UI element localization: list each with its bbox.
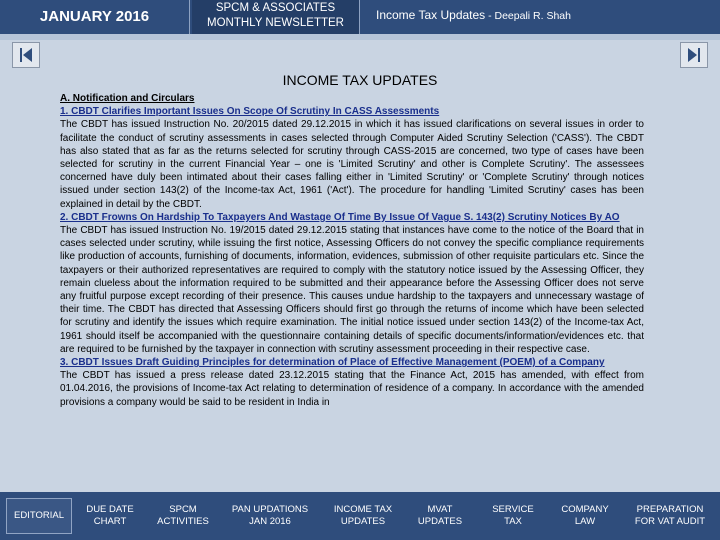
nav-mvat-updates[interactable] — [406, 496, 474, 536]
nav-label-line-1: DUE DATE — [86, 504, 134, 515]
item-1-heading-link[interactable]: 1. CBDT Clarifies Important Issues On Scope Of Scrutiny In CASS Assessments — [60, 106, 440, 118]
nav-label-line-2: CHART — [93, 516, 127, 527]
nav-due-date-chart[interactable] — [78, 496, 142, 536]
nav-label-line-2: TAX — [504, 516, 522, 527]
nav-label-line-2: ACTIVITIES — [157, 516, 209, 527]
newsletter-title — [192, 0, 360, 34]
arrow-left-icon — [19, 47, 33, 63]
nav-label-line-1: MVAT — [427, 504, 453, 515]
nav-service-tax[interactable] — [480, 496, 546, 536]
nav-label-line-2: FOR VAT AUDIT — [634, 516, 706, 527]
nav-income-tax-updates[interactable] — [326, 496, 400, 536]
page-title: INCOME TAX UPDATES — [282, 72, 438, 88]
item-1-body: The CBDT has issued Instruction No. 20/2015 dated 29.12.2015 in which it has issued clarifications on several issues in order to facilitate the conduct of scrutiny assessments in cases selected through Computer Aided Scrutiny Selection ('CASS'). The CBDT has also stated that as far as the returns selected for scrutiny through CASS-2015 are concerned, two type of cases have been selected for scrutiny in the current Financial Year – one is 'Limited Scrutiny' and other is Complete Scrutiny'. The assessees concerned have duly been intimated about their cases falling either in 'Limited Scrutiny' or 'Complete Scrutiny' through notices issued under section 143(2) of the Income-tax Act, 1961 ('Act'). The procedure for handling 'Limited Scrutiny' cases has been explained in detail by the CBDT. — [60, 119, 644, 210]
nav-label-line-2: UPDATES — [417, 516, 463, 527]
item-3-heading-link[interactable]: 3. CBDT Issues Draft Guiding Principles for determination of Place of Effective Management (POEM) of a Company — [60, 357, 605, 369]
header-divider — [0, 34, 720, 40]
nav-label-line-2: LAW — [574, 516, 596, 527]
nav-preparation-for-vat-audit[interactable] — [624, 496, 716, 536]
nav-pan-updations[interactable] — [226, 496, 314, 536]
item-2-body: The CBDT has issued Instruction No. 19/2015 dated 29.12.2015 stating that instances have come to the notice of the Board that in cases selected under scrutiny, while issuing the first notice, Assessing Officers do not convey the specific compliance requirements like production of accounts, furnishing of documents, information, evidences, submission of other requisite particulars etc. Since the taxpayers or their authorized representatives are required to comply with the statutory notice issued by the Assessing Officer, they remain clueless about the information required to be submitted and their appearance before the Assessing Officer does not serve any fruitful purpose except recording of their presence. This causes undue hardship to the taxpayers and unnecessary wastage of their time. The CBDT has directed that Assessing Officers should first go through the returns of income which have been selected for scrutiny and identify the issues which require examination. The initial notice issued under section 143(2) of the Income-tax Act, 1961 should itself be accompanied with the questionnaire containing details of specific documents/information/evidences etc. that are required to be furnished by the taxpayer in connection with scrutiny assessment proceeding in their respective case. — [60, 225, 644, 355]
newsletter-line-2: MONTHLY NEWSLETTER — [207, 17, 344, 29]
prev-page-button[interactable] — [12, 42, 40, 68]
issue-month: JANUARY 2016 — [0, 0, 190, 34]
section-header — [376, 0, 571, 34]
arrow-right-icon — [687, 47, 701, 63]
nav-editorial[interactable] — [6, 498, 72, 534]
nav-label-line-1: INCOME TAX — [333, 504, 393, 515]
next-page-button[interactable] — [680, 42, 708, 68]
nav-label-line-1: PAN UPDATIONS — [231, 504, 309, 515]
section-title: Income Tax Updates — [376, 8, 486, 22]
nav-label-line-1: SPCM — [169, 504, 197, 515]
nav-label-line-1: PREPARATION — [636, 504, 704, 515]
item-3-body: The CBDT has issued a press release dated 23.12.2015 stating that the Finance Act, 2015 has amended, with effect from 01.04.2016, the provisions of Income-tax Act relating to determination of residence of a company. In accordance with the amended provisions a company would be said to be resident in India in — [60, 370, 644, 408]
page-content — [0, 66, 720, 490]
nav-label-line-1: SERVICE — [492, 504, 534, 515]
header-bar — [0, 0, 720, 34]
newsletter-line-1: SPCM & ASSOCIATES — [215, 2, 336, 14]
nav-company-law[interactable] — [552, 496, 618, 536]
article-body — [60, 92, 644, 409]
nav-editorial-label: EDITORIAL — [14, 510, 64, 521]
nav-label-line-2: JAN 2016 — [249, 516, 291, 527]
author-name: - Deepali R. Shah — [485, 10, 571, 22]
item-2-heading-link[interactable]: 2. CBDT Frowns On Hardship To Taxpayers And Wastage Of Time By Issue Of Vague S. 143(2) Scrutiny Notices By AO — [60, 211, 620, 223]
bottom-navigation — [0, 492, 720, 540]
nav-spcm-activities[interactable] — [150, 496, 216, 536]
nav-label-line-2: UPDATES — [340, 516, 386, 527]
nav-label-line-1: COMPANY — [561, 504, 609, 515]
section-a-heading: A. Notification and Circulars — [60, 93, 195, 104]
